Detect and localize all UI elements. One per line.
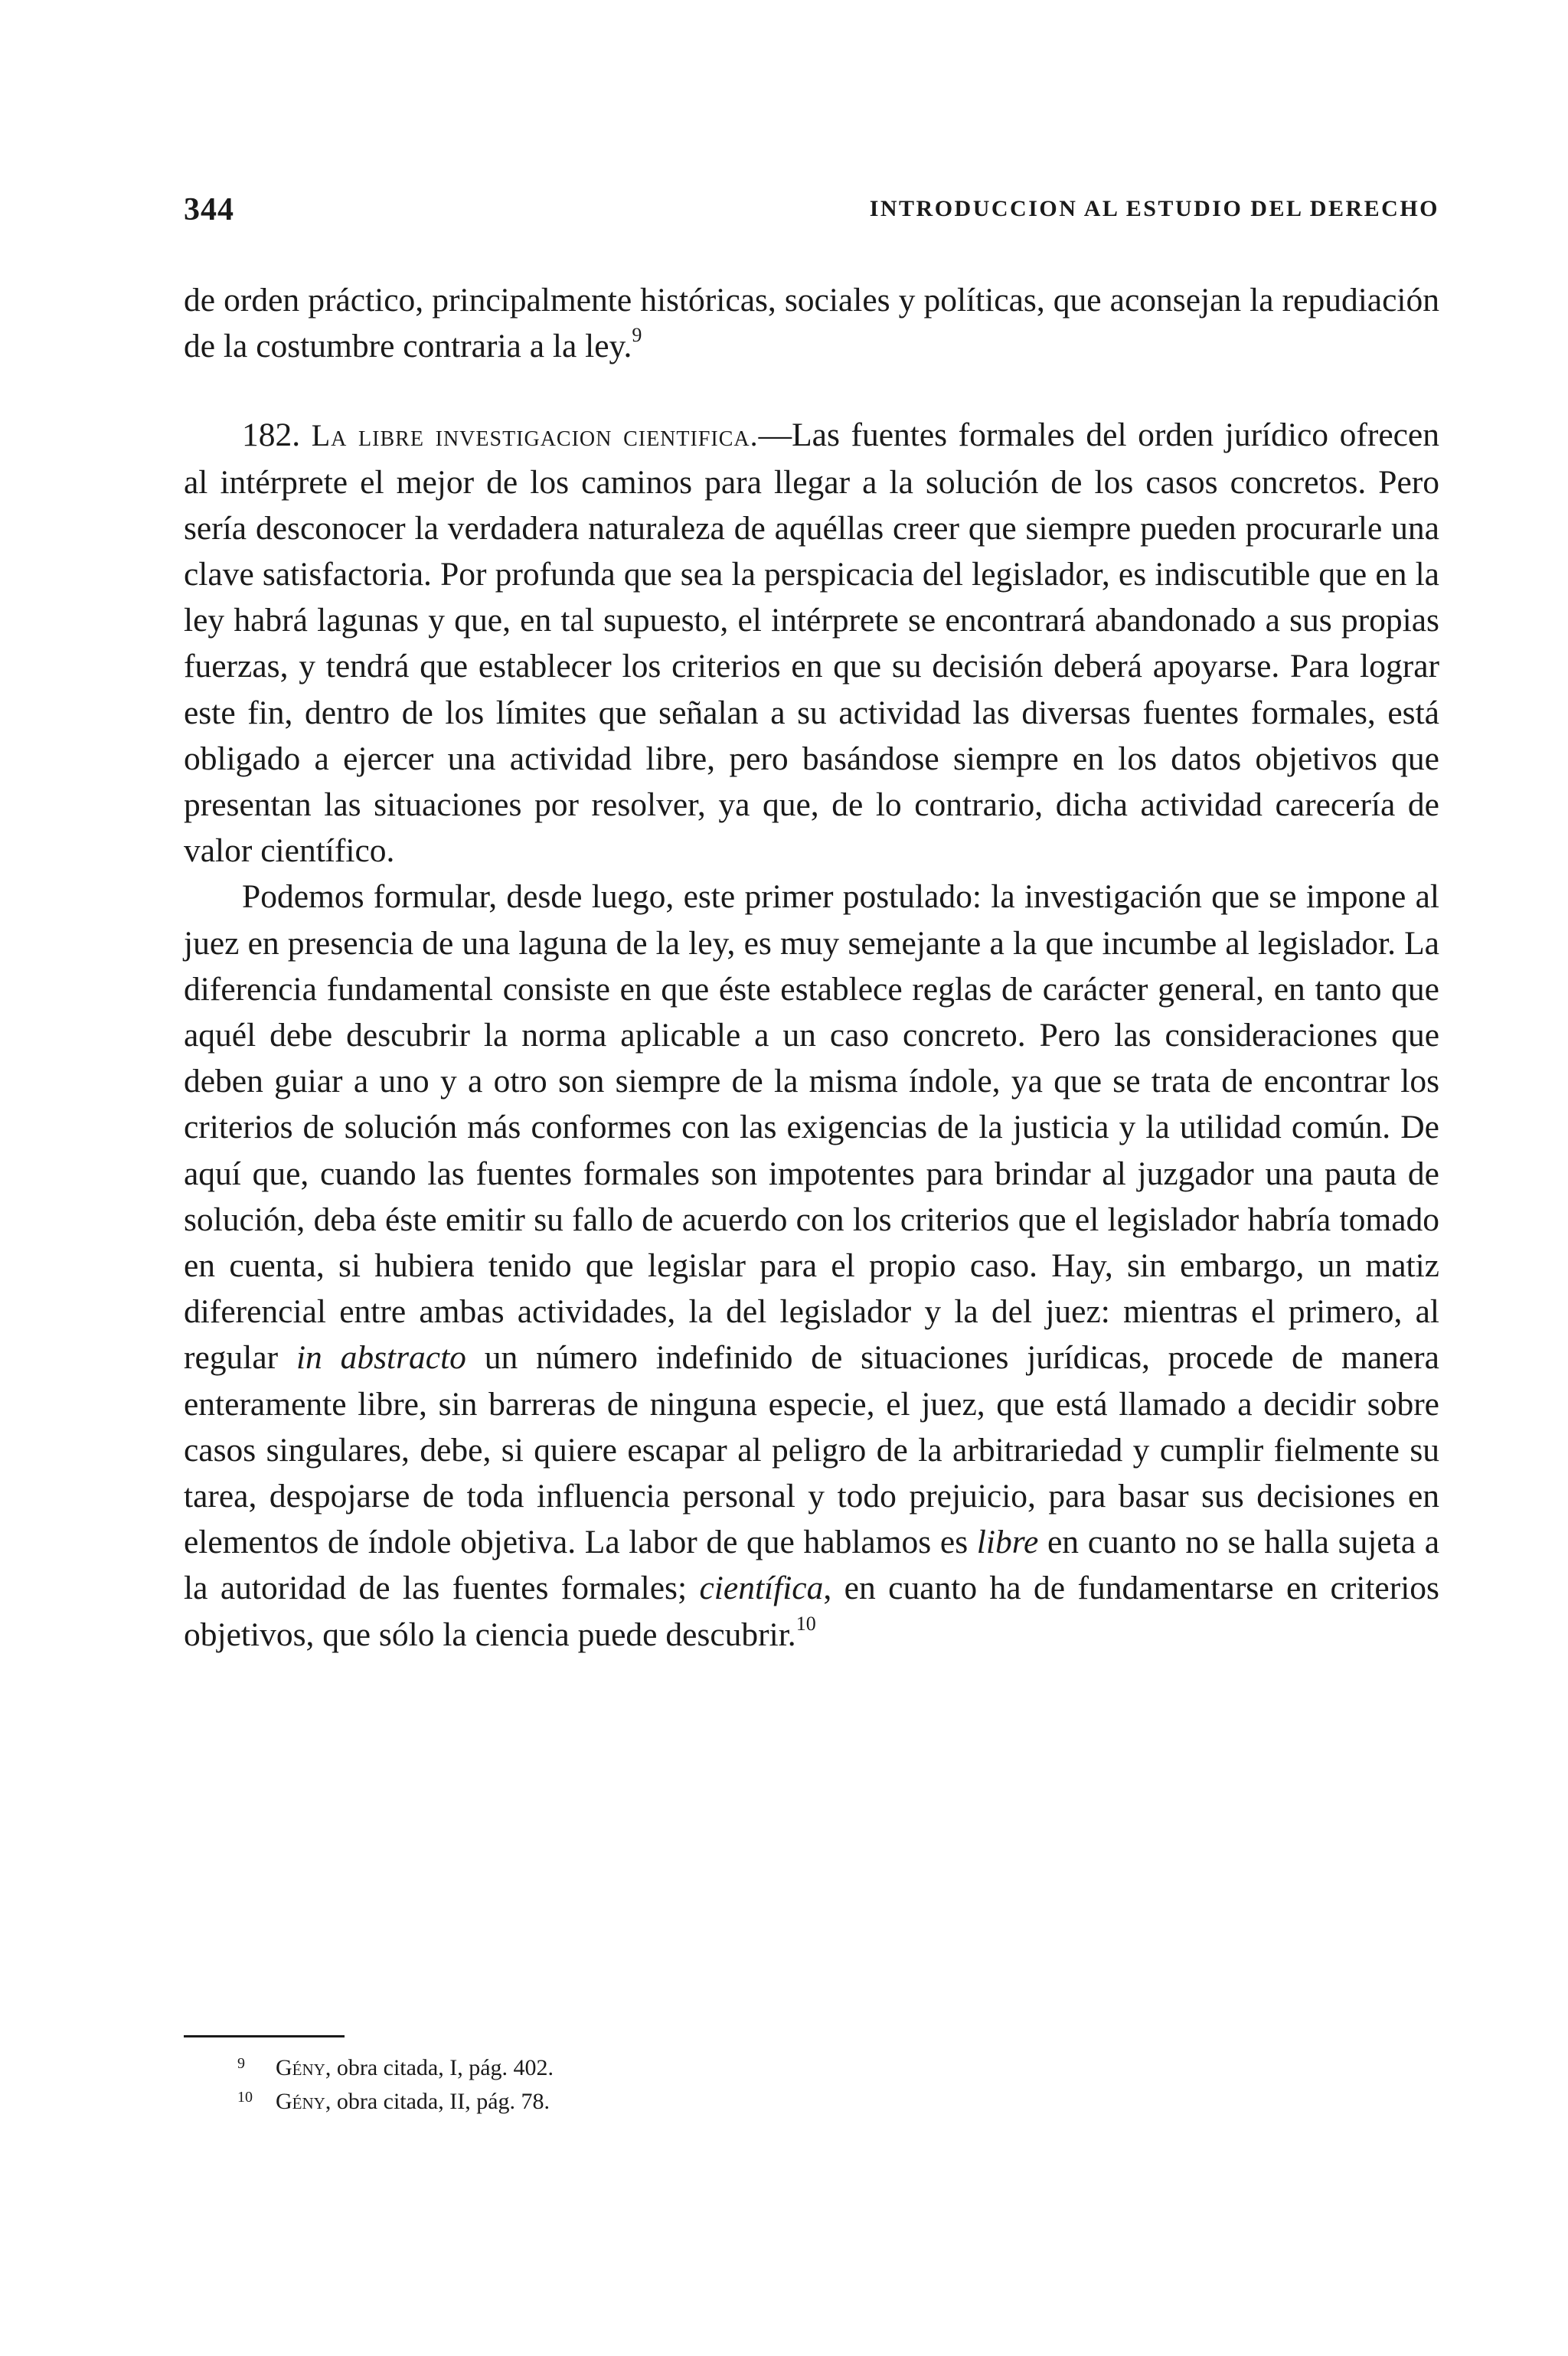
italic-libre: libre [976,1524,1039,1561]
footnote-mark: 9 [237,2055,245,2072]
continued-paragraph-text: de orden práctico, principalmente históricas, sociales y políticas, que aconsejan la repudiación de la costumbre contraria a la ley. [184,282,1439,365]
second-paragraph-text-b: un número indefinido de situaciones jurídicas, procede de manera enteramente libre, sin barreras de ninguna especie, el juez, que está llamado a decidir sobre casos singulares, debe, si quiere escapar al peligro de la arbitrariedad y cumplir fielmente su tarea, despojarse de toda influencia personal y todo prejuicio, para basar sus decisiones en elementos de índole objetiva. La labor de que hablamos es [184,1339,1439,1561]
italic-cientifica: científica [699,1570,824,1607]
footnote-citation: , obra citada, I, pág. 402. [325,2055,554,2080]
italic-in-abstracto: in abstracto [296,1339,466,1377]
second-paragraph-text-d: , en cuanto ha de fundamentarse en criterios objetivos, que sólo la ciencia puede descubrir. [184,1570,1439,1653]
second-paragraph-text-c: en cuanto no se halla sujeta a la autoridad de las fuentes formales; [184,1524,1439,1607]
footnote-text [237,2085,550,2119]
footnote-ref-9: 9 [632,324,642,347]
footnote-9 [184,2051,1439,2085]
section-title: La libre investigacion cientifica. [311,418,759,453]
page-number: 344 [184,192,234,227]
body-text [184,277,1439,1658]
footnote-ref-10: 10 [795,1612,816,1635]
footnote-text [237,2051,554,2085]
running-head: INTRODUCCION AL ESTUDIO DEL DERECHO [869,196,1439,221]
second-paragraph-text-a: Podemos formular, desde luego, este primer postulado: la investigación que se impone al juez en presencia de una laguna de la ley, es muy semejante a la que incumbe al legislador. La diferencia fundamental consiste en que éste establece reglas de carácter general, en tanto que aquél debe descubrir la norma aplicable a un caso concreto. Pero las consideraciones que deben guiar a uno y a otro son siempre de la misma índole, ya que se trata de encontrar los criterios de solución más conformes con las exigencias de la justicia y la utilidad común. De aquí que, cuando las fuentes formales son impotentes para brindar al juzgador una pauta de solución, deba éste emitir su fallo de acuerdo con los criterios que el legislador habría tomado en cuenta, si hubiera tenido que legislar para el propio caso. Hay, sin embargo, un matiz diferencial entre ambas actividades, la del legislador y la del juez: mientras el primero, al regular [184,878,1439,1377]
second-paragraph [184,874,1439,1657]
footnote-citation: , obra citada, II, pág. 78. [325,2089,550,2114]
section-number: 182. [242,417,301,454]
footnote-10 [184,2085,1439,2119]
page-header [184,191,1439,237]
footnotes [184,2035,1439,2119]
continued-paragraph [184,277,1439,369]
footnote-author: Gény [276,2089,325,2114]
footnote-author: Gény [276,2055,325,2080]
footnote-rule [184,2035,345,2037]
section-182-paragraph [184,412,1439,874]
footnote-mark: 10 [237,2089,253,2106]
section-paragraph-text: —Las fuentes formales del orden jurídico ofrecen al intérprete el mejor de los caminos para llegar a la solución de los casos concretos. Pero sería desconocer la verdadera naturaleza de aquéllas creer que siempre pueden procurarle una clave satisfactoria. Por profunda que sea la perspicacia del legislador, es indiscutible que en la ley habrá lagunas y que, en tal supuesto, el intérprete se encontrará abandonado a sus propias fuerzas, y tendrá que establecer los criterios en que su decisión deberá apoyarse. Para lograr este fin, dentro de los límites que señalan a su actividad las diversas fuentes formales, está obligado a ejercer una actividad libre, pero basándose siempre en los datos objetivos que presentan las situaciones por resolver, ya que, de lo contrario, dicha actividad carecería de valor científico. [184,417,1439,870]
